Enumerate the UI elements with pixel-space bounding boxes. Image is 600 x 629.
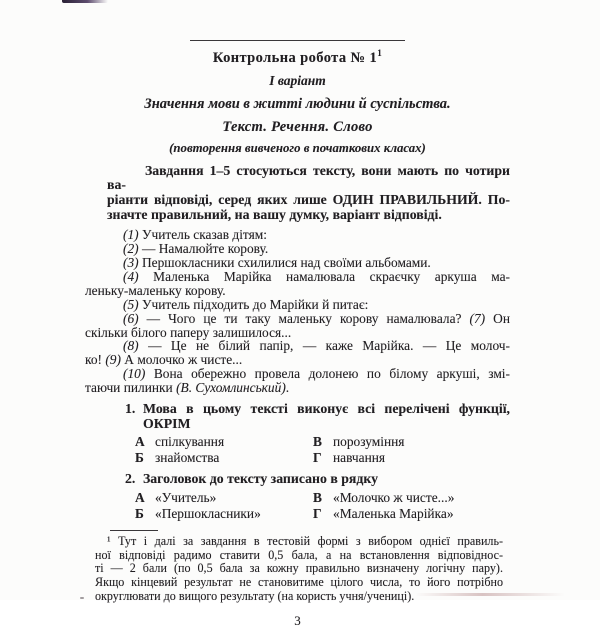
answer-option xyxy=(313,450,510,465)
question xyxy=(85,472,510,487)
page-title xyxy=(85,48,510,67)
text-line: (8) — Це не білий папір, — каже Марійка. — Це молоч- xyxy=(123,338,510,354)
text-line: ко! (9) А молочко ж чисте... xyxy=(85,352,243,368)
passage-paragraph xyxy=(85,270,510,298)
text-line: (1) Учитель сказав дітям: xyxy=(123,227,267,243)
scan-artifact-dot xyxy=(80,597,84,599)
footnote-reference: 1 xyxy=(377,48,383,58)
scan-artifact-bottom xyxy=(415,593,565,596)
passage-paragraph xyxy=(85,242,510,256)
text-line: (4) Маленька Марійка намалювала скраєчку аркуша ма- xyxy=(123,268,510,284)
passage-paragraph xyxy=(85,298,510,312)
question-text xyxy=(143,402,510,431)
text-line: таючи пилинки (В. Сухомлинський). xyxy=(85,380,290,396)
option-label: порозуміння xyxy=(333,434,405,450)
section-heading: Текст. Речення. Слово xyxy=(222,118,373,135)
answer-option xyxy=(313,490,510,505)
page-number: 3 xyxy=(294,612,301,628)
option-label: навчання xyxy=(333,450,386,466)
text-line: Заголовок до тексту записано в рядку xyxy=(143,471,378,487)
text-line: ОКРІМ xyxy=(143,415,191,431)
answer-option xyxy=(135,434,313,449)
answer-option xyxy=(135,490,313,505)
option-label: спілкування xyxy=(155,434,225,450)
passage-paragraph xyxy=(85,228,510,242)
answer-options xyxy=(135,490,510,521)
theme-heading: Значення мови в житті людини й суспільства. xyxy=(144,95,451,112)
option-letter: В xyxy=(313,489,322,505)
passage-paragraph xyxy=(85,339,510,367)
text-line: округлювати до вищого результату (на користь учня/учениці). xyxy=(95,589,415,604)
option-label: «Учитель» xyxy=(155,489,217,505)
text-line: (10) Вона обережно провела долонею по білому аркуші, змі- xyxy=(123,366,510,382)
text-line: ріанти відповіді, серед яких лише ОДИН ПРАВИЛЬНИЙ. По- xyxy=(107,192,510,208)
answer-option xyxy=(313,434,510,449)
option-label: «Першокласники» xyxy=(155,505,261,521)
text-line: леньку-маленьку корову. xyxy=(85,282,226,298)
option-letter: А xyxy=(135,434,145,450)
passage-paragraph xyxy=(85,312,510,340)
passage-paragraph xyxy=(85,367,510,395)
text-passage xyxy=(85,228,510,395)
header-rule xyxy=(190,40,405,41)
question-number: 1. xyxy=(125,401,136,417)
scan-artifact-top xyxy=(62,0,108,3)
text-line: (5) Учитель підходить до Марійки й питає: xyxy=(123,296,369,312)
text-line: (3) Першокласники схилилися над своїми альбомами. xyxy=(123,255,431,271)
option-letter: В xyxy=(313,434,322,450)
text-line: Мова в цьому тексті виконує всі перелічені функції, xyxy=(143,401,510,417)
question xyxy=(85,402,510,431)
option-label: знайомства xyxy=(155,450,220,466)
questions-section xyxy=(85,402,510,521)
question-text xyxy=(143,472,510,487)
text-line: ної відповіді радимо ставити 0,5 бала, а на встановлення відповіднос- xyxy=(95,547,503,562)
footnote-rule xyxy=(110,530,158,531)
option-letter: Г xyxy=(313,505,322,521)
text-line: Завдання 1–5 стосуються тексту, вони мають по чотири ва- xyxy=(107,162,510,193)
answer-option xyxy=(313,506,510,521)
page-content xyxy=(85,40,510,629)
text-line: скільки білого паперу залишилося... xyxy=(85,324,292,340)
variant-heading: І варіант xyxy=(269,72,326,88)
option-letter: Б xyxy=(135,505,144,521)
text-line: (6) — Чого це ти таку маленьку корову намалювала? (7) Он xyxy=(123,310,510,326)
answer-option xyxy=(135,506,313,521)
instruction-paragraph xyxy=(107,164,510,222)
option-label: «Молочко ж чисте...» xyxy=(333,489,455,505)
page-title-text: Контрольна робота № 1 xyxy=(212,49,378,66)
subtitle-heading: (повторення вивченого в початкових класах) xyxy=(169,140,426,155)
answer-options xyxy=(135,434,510,465)
text-line: значте правильний, на вашу думку, варіант відповіді. xyxy=(107,206,442,222)
passage-paragraph xyxy=(85,256,510,270)
text-line: ті — 2 бали (по 0,5 бала за кожну правильно визначену логічну пару). xyxy=(95,561,503,576)
text-line: (2) — Намалюйте корову. xyxy=(123,241,269,257)
option-letter: Г xyxy=(313,450,322,466)
text-line: Якщо кінцевий результат не становитиме цілого числа, то його потрібно xyxy=(95,575,503,590)
option-letter: Б xyxy=(135,450,144,466)
option-letter: А xyxy=(135,489,145,505)
option-label: «Маленька Марійка» xyxy=(333,505,454,521)
text-line: ¹ Тут і далі за завдання в тестовій формі з вибором однієї правиль- xyxy=(107,533,503,548)
answer-option xyxy=(135,450,313,465)
question-number: 2. xyxy=(125,471,136,487)
